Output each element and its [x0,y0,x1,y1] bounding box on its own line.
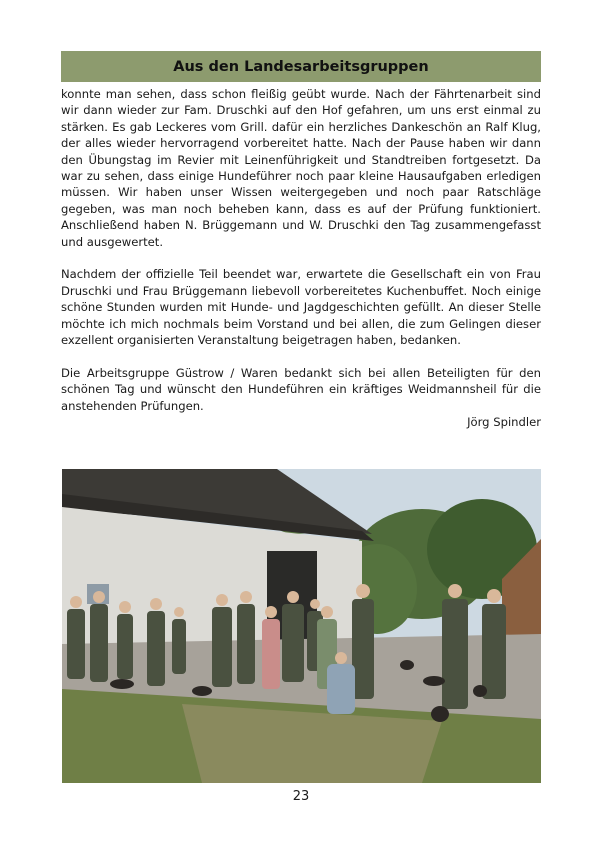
photo-illustration [62,469,541,783]
group-photo [62,469,541,783]
paragraph: Nachdem der offizielle Teil beendet war, erwartete die Gesellschaft ein von Frau Druschki und Frau Brüggemann liebevoll vorbereitetes Kuchenbuffet. Noch einige schöne Stunden wurden mit Hunde- und Jagdgeschichten gefüllt. An dieser Stelle möchte ich mich nochmals beim Vorstand und bei allen, die zum Gelingen dieser exzellent organisierten Veranstaltung beigetragen haben, bedanken. [61,267,541,348]
paragraph: Die Arbeitsgruppe Güstrow / Waren bedankt sich bei allen Beteiligten für den schönen Tag und wünscht den Hundeführen ein kräftiges Weidmannsheil für die anstehenden Prüfungen. [61,365,541,413]
page-number: 23 [292,789,310,804]
article-body [61,86,541,431]
author-signature: Jörg Spindler [467,415,541,430]
section-header [61,51,541,82]
section-title: Aus den Landesarbeitsgruppen [173,58,429,75]
paragraph: konnte man sehen, dass schon fleißig geübt wurde. Nach der Fährtenarbeit sind wir dann wieder zur Fam. Druschki auf den Hof gefahren, um uns erst einmal zu stärken. Es gab Leckeres vom Grill. dafür ein herzliches Dankeschön an Ralf Klug, der alles wieder hervorragend vorbereitet hatte. Nach der Pause haben wir dann den Übungstag im Revier mit Leinenführigkeit und Standtreiben fortgesetzt. Da war zu sehen, dass einige Hundeführer noch paar kleine Hausaufgaben erledigen müssen. Wir haben unser Wissen weitergegeben und noch paar Ratschläge gegeben, was man noch beheben kann, dass es auf der Prüfung funktioniert. Anschließend haben N. Brüggemann und W. Druschki den Tag zusammengefasst und ausgewertet. [61,87,541,249]
